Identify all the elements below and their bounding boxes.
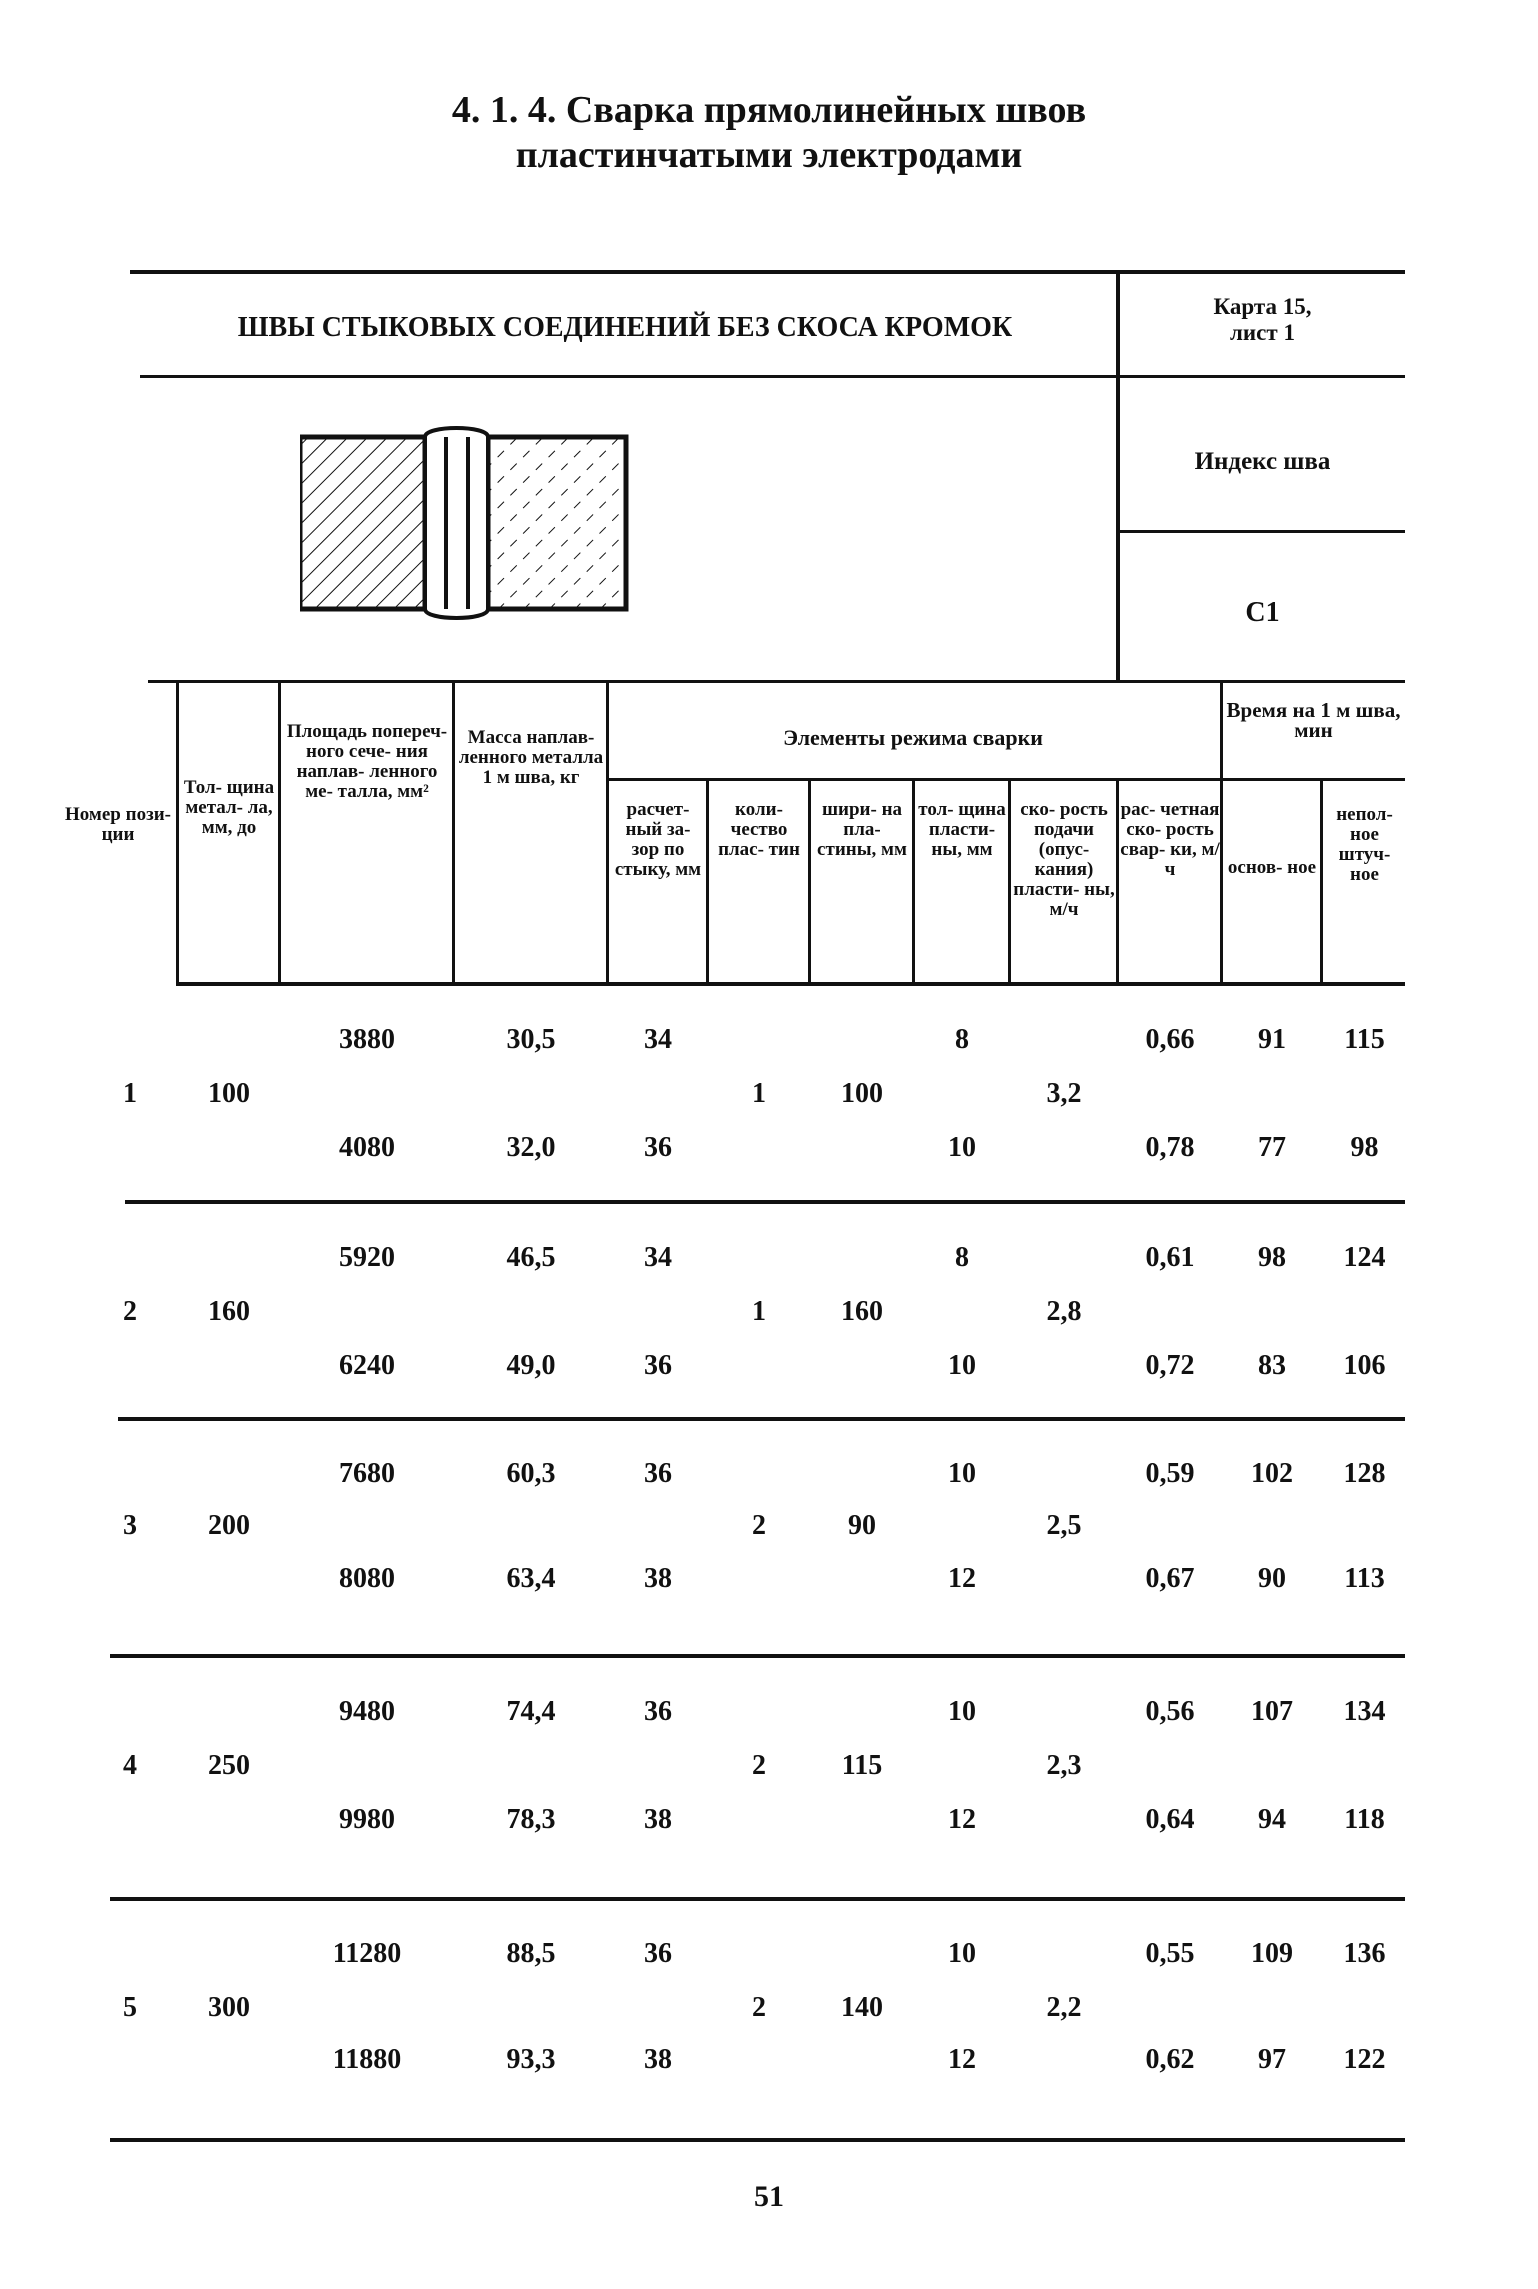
cell-gap: 38 (644, 2044, 672, 2075)
seam-index-label: Индекс шва (1194, 448, 1331, 475)
cell-gap: 36 (644, 1350, 672, 1381)
cell-mass: 49,0 (506, 1350, 556, 1381)
cell-plate-width: 115 (841, 1750, 883, 1781)
cell-area: 9480 (339, 1696, 395, 1727)
cell-time-main: 102 (1251, 1458, 1293, 1489)
cell-weld-speed: 0,72 (1145, 1350, 1195, 1381)
cell-mass: 63,4 (506, 1563, 556, 1594)
header-area: Площадь попереч- ного сече- ния наплав- ленного ме- талла, мм² (286, 721, 448, 802)
card-header-rule (140, 375, 1405, 378)
cell-feed-speed: 2,5 (1046, 1510, 1082, 1541)
cell-mass: 88,5 (506, 1938, 556, 1969)
cell-area: 3880 (339, 1024, 395, 1055)
cell-plate-thickness: 12 (948, 1563, 976, 1594)
cell-gap: 36 (644, 1938, 672, 1969)
header-time-partial: непол- ное штуч- ное (1336, 804, 1393, 885)
right-plate (488, 437, 626, 609)
col-line-11 (1320, 780, 1323, 985)
table-top-rule (148, 680, 1405, 683)
cell-position: 1 (123, 1078, 137, 1109)
cell-weld-speed: 0,64 (1145, 1804, 1195, 1835)
cell-area: 8080 (339, 1563, 395, 1594)
cell-time-partial: 124 (1343, 1242, 1386, 1273)
cell-gap: 36 (644, 1458, 672, 1489)
cell-plate-width: 160 (841, 1296, 883, 1327)
header-weld-speed: рас- четная ско- рость свар- ки, м/ч (1120, 799, 1220, 880)
cell-weld-speed: 0,78 (1145, 1132, 1195, 1163)
cell-time-main: 109 (1251, 1938, 1293, 1969)
cell-time-main: 107 (1251, 1696, 1293, 1727)
left-plate (300, 437, 425, 609)
card-top-rule (130, 270, 1405, 274)
cell-position: 3 (123, 1510, 137, 1541)
cell-weld-speed: 0,66 (1145, 1024, 1195, 1055)
col-line-6 (808, 780, 811, 985)
header-plate-thickness: тол- щина пласти- ны, мм (918, 799, 1006, 860)
header-plate-width: шири- на пла- стины, мм (817, 799, 907, 860)
col-line-5 (706, 780, 709, 985)
cell-area: 5920 (339, 1242, 395, 1273)
cell-thickness: 160 (208, 1296, 250, 1327)
cell-weld-speed: 0,55 (1145, 1938, 1195, 1969)
cell-area: 7680 (339, 1458, 395, 1489)
cell-position: 2 (123, 1296, 137, 1327)
cell-plate-thickness: 10 (948, 1350, 976, 1381)
cell-mass: 93,3 (506, 2044, 556, 2075)
cell-plate-thickness: 10 (948, 1458, 976, 1489)
cell-time-partial: 106 (1343, 1350, 1386, 1381)
header-thickness: Тол- щина метал- ла, мм, до (183, 777, 275, 838)
cell-time-main: 98 (1258, 1242, 1286, 1273)
cell-time-main: 94 (1258, 1804, 1286, 1835)
cell-plate-width: 100 (841, 1078, 883, 1109)
cell-gap: 38 (644, 1804, 672, 1835)
cell-plate-thickness: 8 (955, 1242, 969, 1273)
cell-position: 4 (123, 1750, 137, 1781)
cell-mass: 46,5 (506, 1242, 556, 1273)
col-line-4 (606, 680, 609, 985)
cell-gap: 34 (644, 1242, 672, 1273)
cell-time-main: 83 (1258, 1350, 1286, 1381)
cell-gap: 38 (644, 1563, 672, 1594)
cell-mass: 74,4 (506, 1696, 556, 1727)
cell-position: 5 (123, 1992, 137, 2023)
header-plates-count: коли- чество плас- тин (718, 799, 800, 860)
cell-gap: 36 (644, 1132, 672, 1163)
cell-time-partial: 128 (1343, 1458, 1386, 1489)
cell-plate-thickness: 10 (948, 1696, 976, 1727)
cell-thickness: 200 (208, 1510, 250, 1541)
cell-weld-speed: 0,61 (1145, 1242, 1195, 1273)
cell-area: 4080 (339, 1132, 395, 1163)
index-divider-rule (1118, 530, 1405, 533)
cell-plate-width: 90 (848, 1510, 876, 1541)
cell-area: 11880 (332, 2044, 402, 2075)
cell-time-main: 97 (1258, 2044, 1286, 2075)
cell-time-main: 90 (1258, 1563, 1286, 1594)
joint-cross-section (300, 425, 630, 635)
weld-seam (425, 428, 488, 618)
header-time-group: Время на 1 м шва, мин (1226, 698, 1401, 742)
col-line-1 (176, 680, 179, 985)
cell-plates-count: 1 (752, 1296, 766, 1327)
seam-index-value: С1 (1245, 597, 1280, 628)
group-rule-3 (110, 1654, 1405, 1658)
cell-feed-speed: 2,8 (1046, 1296, 1082, 1327)
mode-group-rule (608, 778, 1405, 781)
col-line-2 (278, 680, 281, 985)
cell-feed-speed: 2,3 (1046, 1750, 1082, 1781)
cell-time-partial: 113 (1344, 1563, 1385, 1594)
cell-time-partial: 136 (1343, 1938, 1386, 1969)
header-mass: Масса наплав- ленного металла 1 м шва, кг (458, 727, 604, 788)
cell-time-partial: 118 (1344, 1804, 1385, 1835)
header-time-main: основ- ное (1227, 857, 1317, 878)
cell-weld-speed: 0,62 (1145, 2044, 1195, 2075)
cell-area: 9980 (339, 1804, 395, 1835)
cell-gap: 34 (644, 1024, 672, 1055)
cell-time-main: 91 (1258, 1024, 1286, 1055)
col-line-3 (452, 680, 455, 985)
card-number: Карта 15, (1213, 294, 1312, 319)
cell-plate-thickness: 12 (948, 1804, 976, 1835)
cell-mass: 30,5 (506, 1024, 556, 1055)
cell-feed-speed: 2,2 (1046, 1992, 1082, 2023)
page-number: 51 (754, 2180, 784, 2213)
cell-area: 11280 (332, 1938, 402, 1969)
cell-time-main: 77 (1258, 1132, 1286, 1163)
header-gap: расчет- ный за- зор по стыку, мм (614, 799, 702, 880)
cell-mass: 60,3 (506, 1458, 556, 1489)
cell-time-partial: 122 (1343, 2044, 1386, 2075)
cell-time-partial: 134 (1343, 1696, 1386, 1727)
cell-plate-thickness: 12 (948, 2044, 976, 2075)
cell-gap: 36 (644, 1696, 672, 1727)
card-sheet: лист 1 (1230, 320, 1295, 345)
header-mode-group: Элементы режима сварки (783, 725, 1043, 750)
card-header: ШВЫ СТЫКОВЫХ СОЕДИНЕНИЙ БЕЗ СКОСА КРОМОК (237, 312, 1013, 343)
group-rule-4 (110, 1897, 1405, 1901)
cell-plate-thickness: 10 (948, 1132, 976, 1163)
cell-plates-count: 1 (752, 1078, 766, 1109)
cell-plate-thickness: 8 (955, 1024, 969, 1055)
cell-time-partial: 115 (1344, 1024, 1385, 1055)
header-feed-speed: ско- рость подачи (опус- кания) пласти- ны, м/ч (1013, 799, 1115, 920)
cell-weld-speed: 0,59 (1145, 1458, 1195, 1489)
cell-feed-speed: 3,2 (1046, 1078, 1082, 1109)
col-line-7 (912, 780, 915, 985)
cell-area: 6240 (339, 1350, 395, 1381)
col-line-8 (1008, 780, 1011, 985)
cell-plates-count: 2 (752, 1992, 766, 2023)
cell-thickness: 250 (208, 1750, 250, 1781)
cell-weld-speed: 0,67 (1145, 1563, 1195, 1594)
cell-weld-speed: 0,56 (1145, 1696, 1195, 1727)
cell-plates-count: 2 (752, 1510, 766, 1541)
cell-thickness: 300 (208, 1992, 250, 2023)
cell-time-partial: 98 (1350, 1132, 1379, 1163)
cell-thickness: 100 (208, 1078, 250, 1109)
section-title-line2: пластинчатыми электродами (515, 134, 1023, 176)
cell-plate-width: 140 (841, 1992, 883, 2023)
cell-mass: 78,3 (506, 1804, 556, 1835)
section-title-line1: 4. 1. 4. Сварка прямолинейных швов (451, 89, 1087, 131)
cell-mass: 32,0 (506, 1132, 556, 1163)
table-bottom-rule (110, 2138, 1405, 2142)
group-rule-2 (118, 1417, 1405, 1421)
cell-plates-count: 2 (752, 1750, 766, 1781)
header-position: Номер пози- ции (65, 804, 171, 845)
group-rule-1 (125, 1200, 1405, 1204)
cell-plate-thickness: 10 (948, 1938, 976, 1969)
col-line-9 (1116, 780, 1119, 985)
